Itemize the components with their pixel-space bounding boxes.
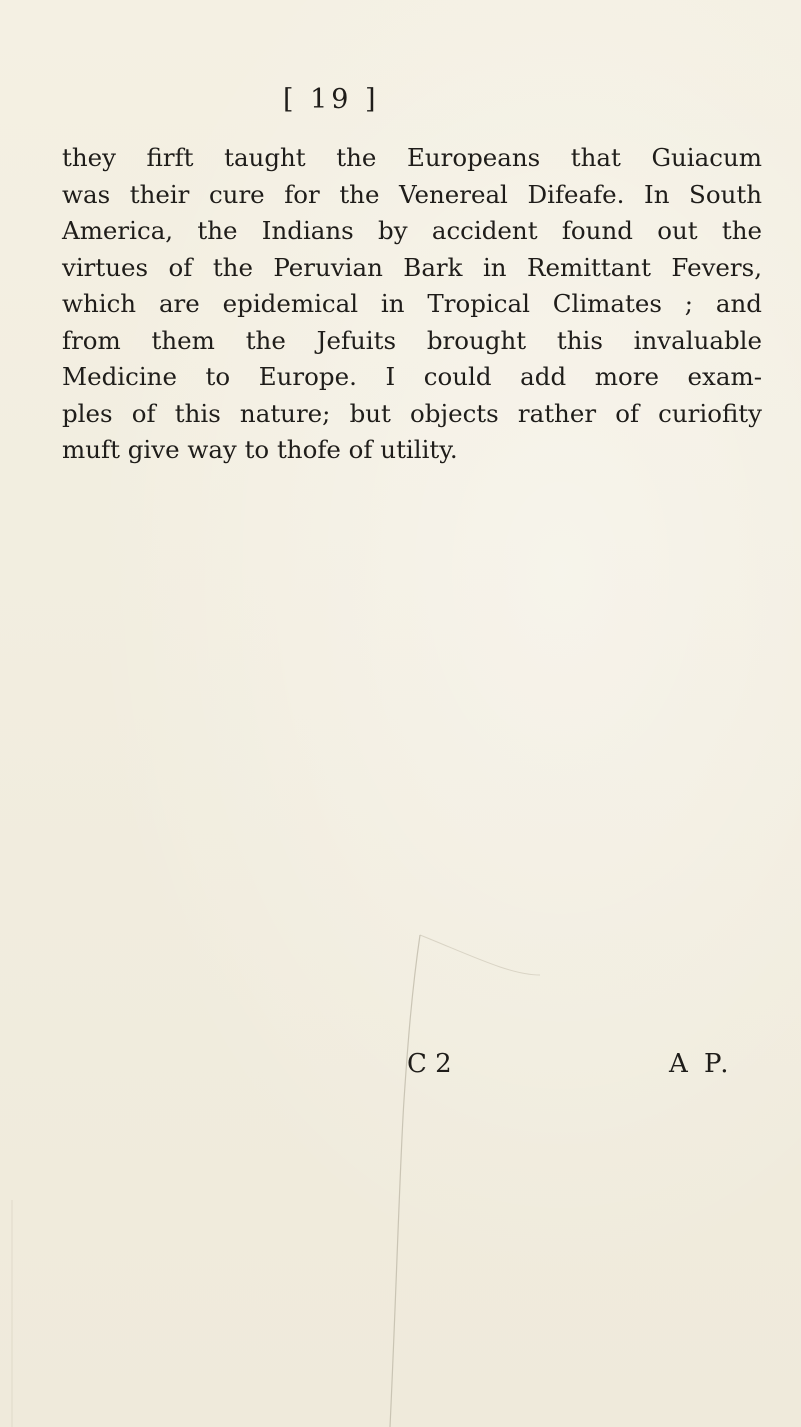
text-line: they firft taught the Europeans that Guiacum xyxy=(62,143,762,172)
text-line: which are epidemical in Tropical Climates ; and xyxy=(62,289,762,318)
text-line: was their cure for the Venereal Difeafe. In South xyxy=(62,179,762,209)
signature-mark: C 2 xyxy=(407,1049,452,1079)
text-line: from them the Jefuits brought this invaluable xyxy=(62,325,762,355)
text-line-last: muft give way to thofe of utility. xyxy=(62,435,458,464)
page-number: [ 19 ] xyxy=(283,84,380,115)
text-line: Medicine to Europe. I could add more exam- xyxy=(62,362,762,391)
text-line: ples of this nature; but objects rather of curiofity xyxy=(62,398,762,428)
catchword: A P. xyxy=(669,1049,733,1079)
text-line: America, the Indians by accident found out the xyxy=(62,216,762,245)
body-text xyxy=(62,140,762,469)
text-line: virtues of the Peruvian Bark in Remittant Fevers, xyxy=(62,252,762,282)
